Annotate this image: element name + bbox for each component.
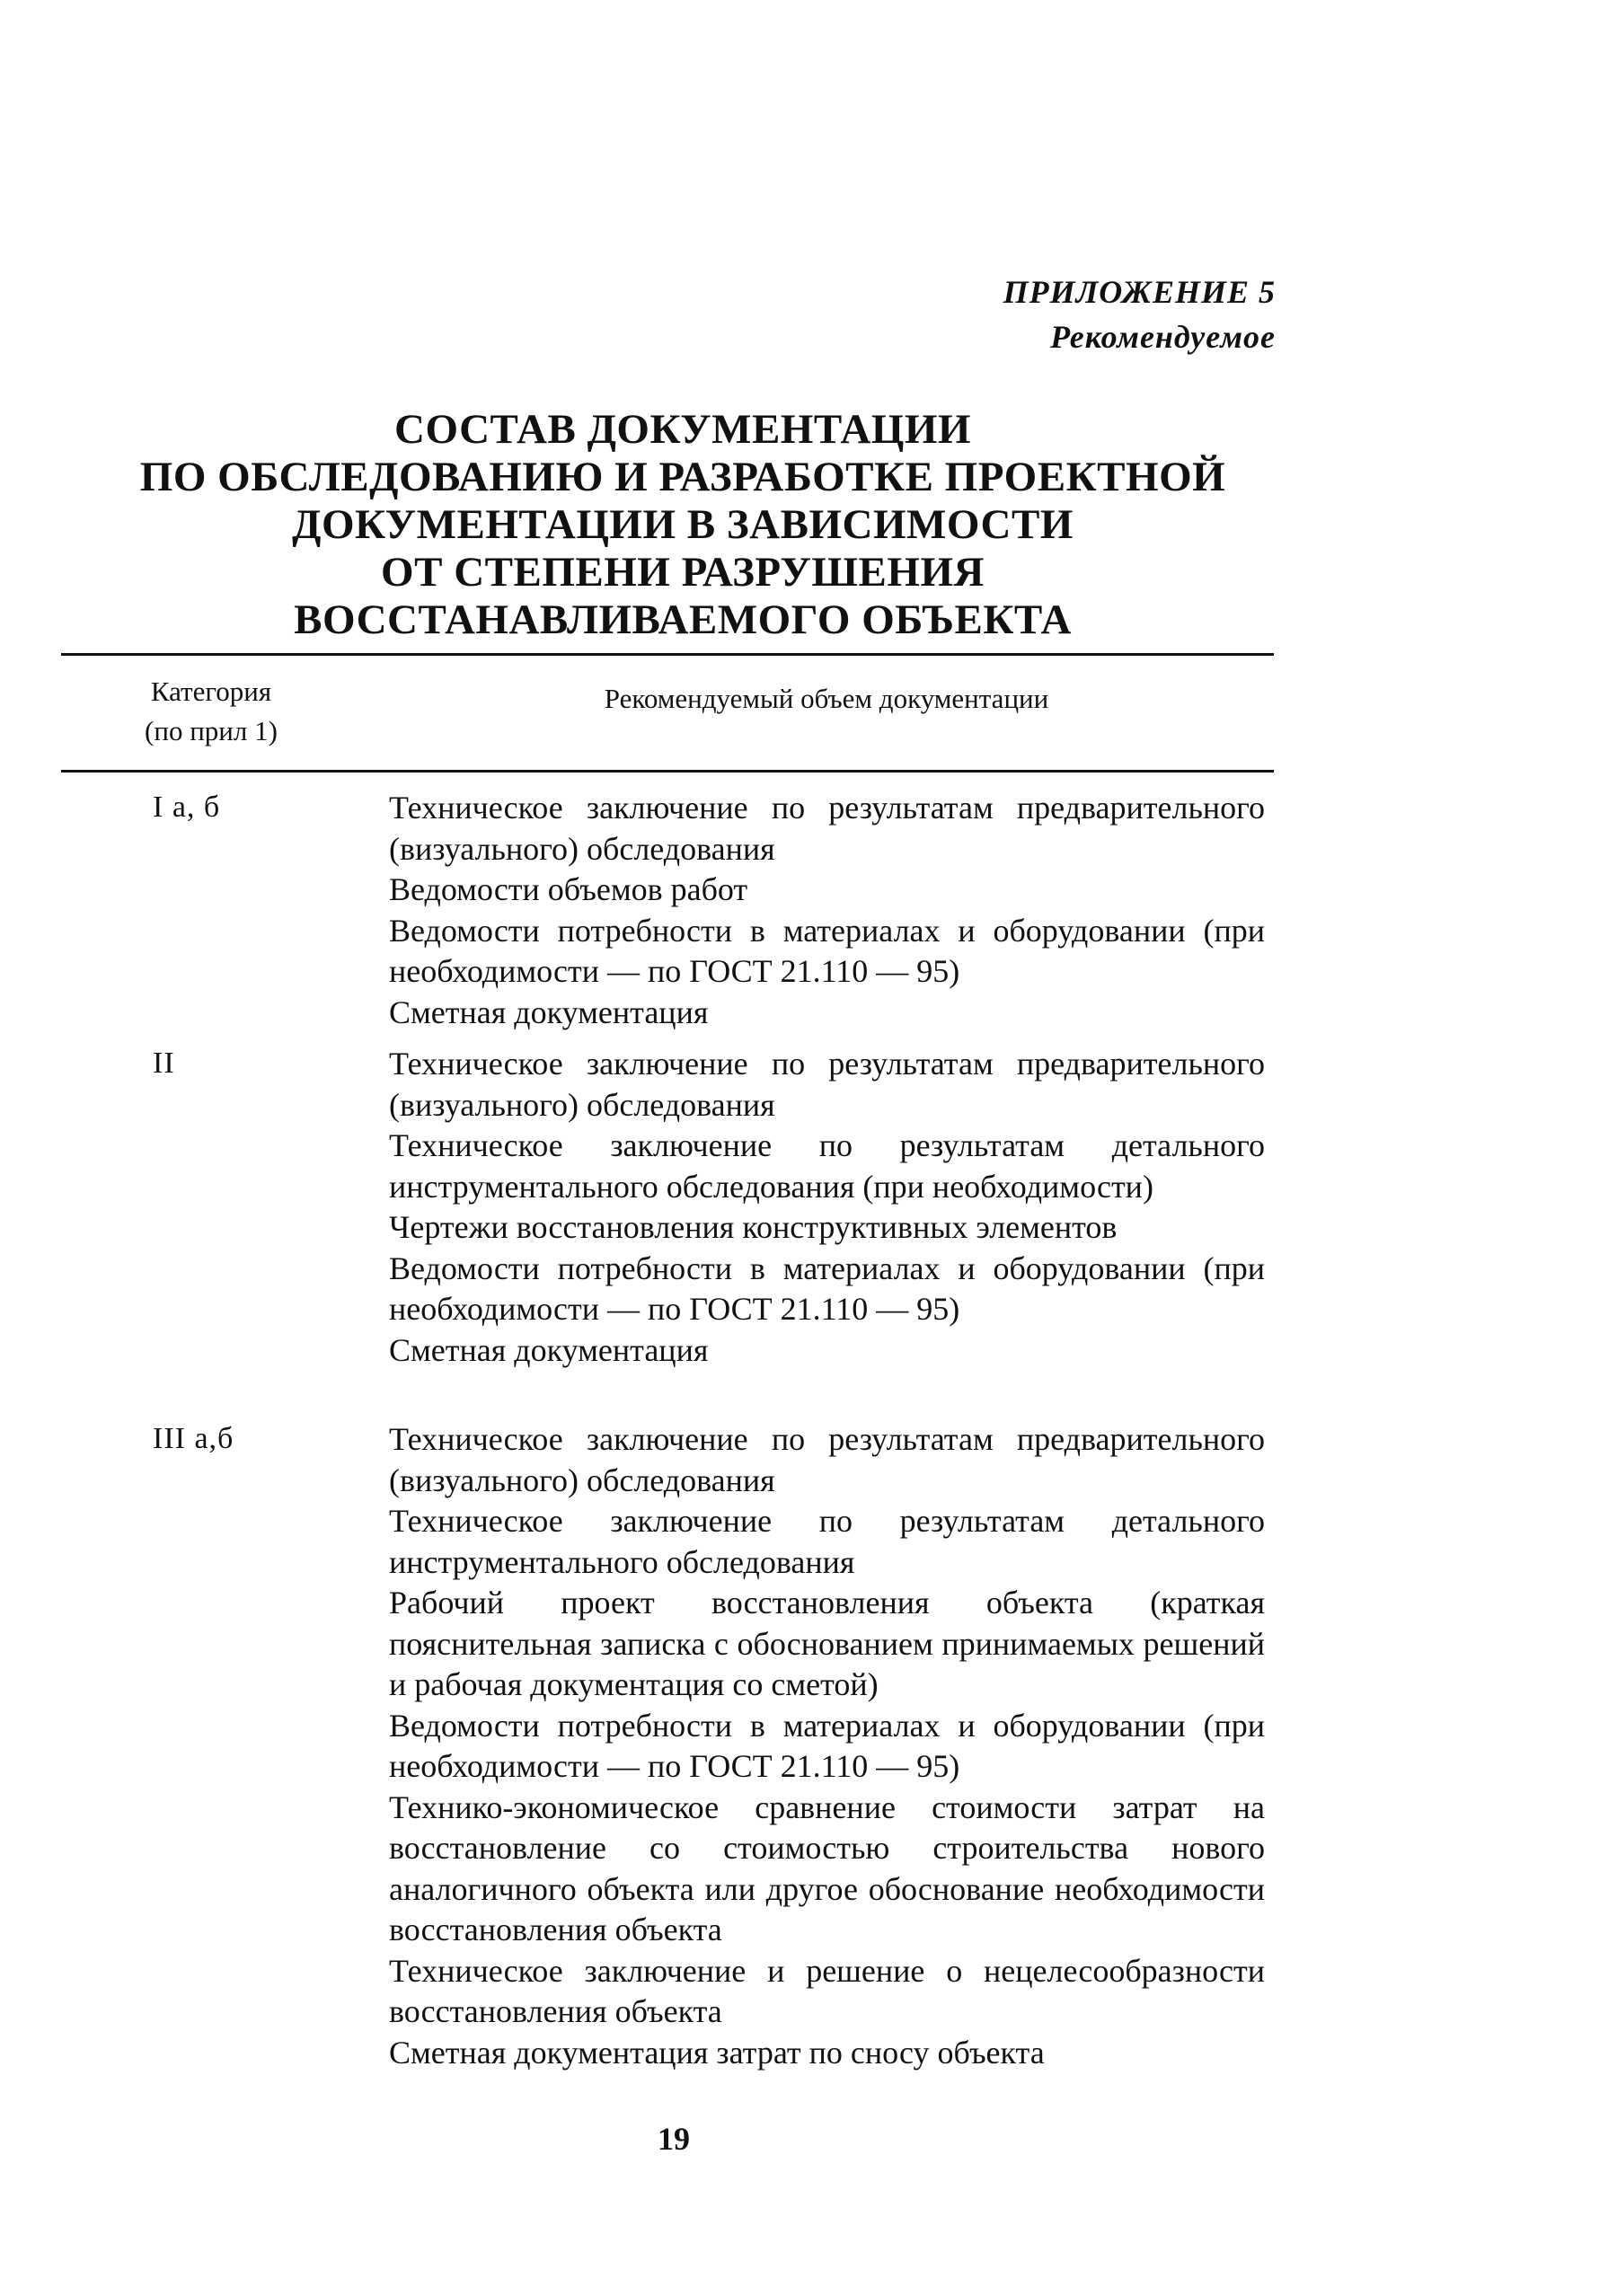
documentation-item: Чертежи восстановления конструктивных элементов xyxy=(389,1209,1118,1245)
documentation-item: Ведомости потребности в материалах и оборудовании (при необходимости — по ГОСТ 21.110 — 95) xyxy=(389,1707,1265,1784)
category-column-header xyxy=(99,672,323,751)
table-top-rule xyxy=(61,653,1274,656)
category-cell: I а, б xyxy=(153,790,221,824)
title-line: ВОССТАНАВЛИВАЕМОГО ОБЪЕКТА xyxy=(294,596,1072,643)
documentation-item: Техническое заключение по результатам детального инструментального обследования xyxy=(389,1503,1265,1580)
table-header-rule xyxy=(61,770,1274,773)
title-line: СОСТАВ ДОКУМЕНТАЦИИ xyxy=(394,406,971,453)
documentation-item: Ведомости потребности в материалах и оборудовании (при необходимости — по ГОСТ 21.110 — 95) xyxy=(389,1250,1265,1327)
documentation-item: Сметная документация затрат по сносу объекта xyxy=(389,2034,1045,2071)
appendix-header xyxy=(1003,269,1276,359)
title-line: ПО ОБСЛЕДОВАНИЮ И РАЗРАБОТКЕ ПРОЕКТНОЙ xyxy=(139,454,1226,500)
documentation-item: Ведомости объемов работ xyxy=(389,871,748,907)
recommended-column-header: Рекомендуемый объем документации xyxy=(604,683,1049,714)
category-cell: II xyxy=(153,1046,175,1080)
category-header-line: Категория xyxy=(150,676,272,707)
documentation-item: Рабочий проект восстановления объекта (краткая пояснительная записка с обоснованием принимаемых решений и рабочая документация со сметой) xyxy=(389,1585,1265,1702)
documentation-item: Сметная документация xyxy=(389,1331,709,1368)
page-number: 19 xyxy=(658,2121,690,2157)
documentation-item: Техническое заключение по результатам предварительного (визуального) обследования xyxy=(389,1046,1265,1123)
documentation-list xyxy=(389,1419,1265,2073)
documentation-item: Техническое заключение по результатам предварительного (визуального) обследования xyxy=(389,1421,1265,1498)
title-line: ОТ СТЕПЕНИ РАЗРУШЕНИЯ xyxy=(381,549,985,596)
documentation-item: Сметная документация xyxy=(389,993,709,1030)
documentation-item: Технико-экономическое сравнение стоимости затрат на восстановление со стоимостью строительства нового аналогичного объекта или другое обоснование необходимости восстановления объекта xyxy=(389,1788,1265,1947)
category-cell: III а,б xyxy=(153,1422,234,1455)
documentation-item: Техническое заключение и решение о нецелесообразности восстановления объекта xyxy=(389,1952,1265,2029)
documentation-item: Техническое заключение по результатам детального инструментального обследования (при необходимости) xyxy=(389,1127,1265,1205)
documentation-item: Ведомости потребности в материалах и оборудовании (при необходимости — по ГОСТ 21.110 — 95) xyxy=(389,912,1265,989)
documentation-item: Техническое заключение по результатам предварительного (визуального) обследования xyxy=(389,790,1265,867)
appendix-status: Рекомендуемое xyxy=(1050,319,1276,355)
documentation-list xyxy=(389,1044,1265,1371)
category-header-line: (по прил 1) xyxy=(145,715,278,746)
document-title xyxy=(117,406,1249,644)
documentation-list xyxy=(389,788,1265,1033)
title-line: ДОКУМЕНТАЦИИ В ЗАВИСИМОСТИ xyxy=(292,501,1074,548)
appendix-label: ПРИЛОЖЕНИЕ 5 xyxy=(1003,274,1276,310)
